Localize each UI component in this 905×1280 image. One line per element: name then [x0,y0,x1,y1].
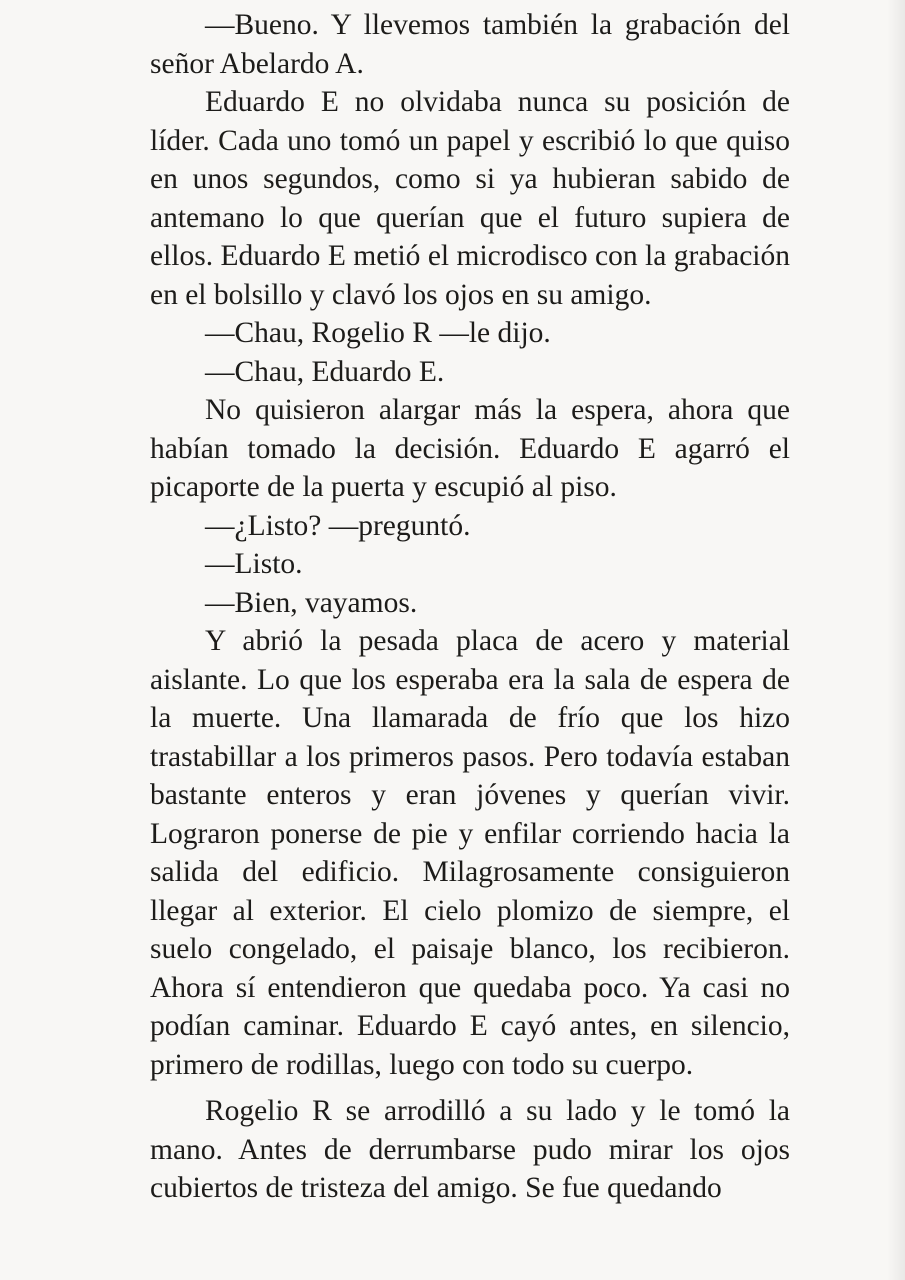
page-edge-shadow [887,0,905,1280]
paragraph: —Bueno. Y llevemos también la grabación del señor Abelardo A. [150,9,790,80]
paragraph: Y abrió la pesada placa de acero y material aislante. Lo que los esperaba era la sala de espera de la muerte. Una llamarada de frío que los hizo trastabillar a los primeros pasos. Pero todavía estaban bastante enteros y eran jóvenes y querían vivir. Lograron ponerse de pie y enfilar corriendo hacia la salida del edificio. Milagrosamente consiguieron llegar al exterior. El cielo plomizo de siempre, el suelo congelado, el paisaje blanco, los recibieron. Ahora sí entendieron que quedaba poco. Ya casi no podían caminar. Eduardo E cayó antes, en silencio, primero de rodillas, luego con todo su cuerpo. [150,625,790,1081]
paragraph: —Listo. [205,548,303,580]
paragraph: Eduardo E no olvidaba nunca su posición de líder. Cada uno tomó un papel y escribió lo que quiso en unos segundos, como si ya hubieran sabido de antemano lo que querían que el futuro supiera de ellos. Eduardo E metió el microdisco con la grabación en el bolsillo y clavó los ojos en su amigo. [150,86,790,311]
paragraph: No quisieron alargar más la espera, ahora que habían tomado la decisión. Eduardo E agarró el picaporte de la puerta y escupió al piso. [150,394,790,503]
paragraph: Rogelio R se arrodilló a su lado y le tomó la mano. Antes de derrumbarse pudo mirar los ojos cubiertos de tristeza del amigo. Se fue quedando [150,1095,790,1204]
paragraph: —Chau, Rogelio R —le dijo. [205,317,551,349]
paragraph: —¿Listo? —preguntó. [205,509,471,542]
paragraph: —Bien, vayamos. [205,586,418,619]
body-text [150,6,790,1208]
paragraph: —Chau, Eduardo E. [205,355,445,388]
